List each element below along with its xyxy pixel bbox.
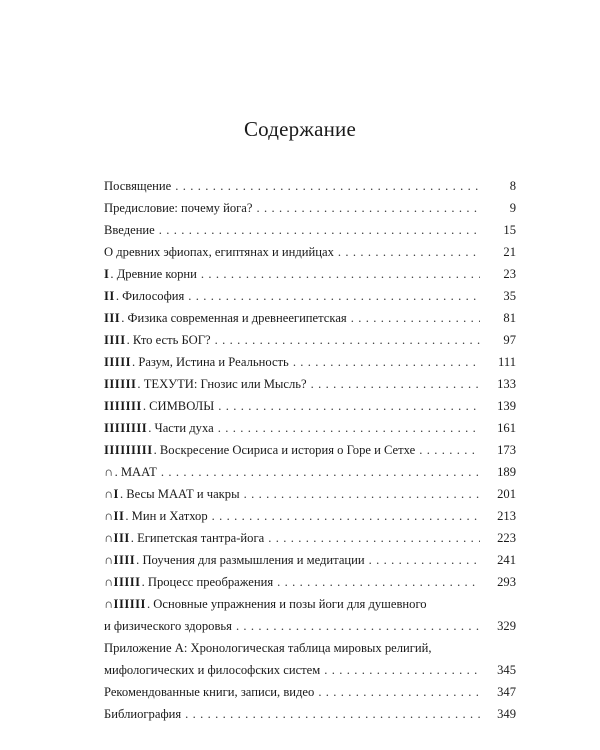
toc-entry[interactable] xyxy=(104,549,516,571)
toc-entry-title: . Основные упражнения и позы йоги для душевного xyxy=(146,597,427,611)
chapter-numeral: IIIIII xyxy=(104,377,137,391)
toc-entry[interactable] xyxy=(104,219,516,241)
toc-page-number: 347 xyxy=(497,685,516,699)
toc-entry-title: О древних эфиопах, египтянах и индийцах xyxy=(104,245,334,259)
chapter-numeral: IIIII xyxy=(104,355,132,369)
chapter-numeral: ∩IIIII xyxy=(104,575,141,589)
chapter-numeral: I xyxy=(104,267,110,281)
chapter-numeral: III xyxy=(104,311,121,325)
toc-entry[interactable] xyxy=(104,461,516,483)
toc-entry-title: . Мин и Хатхор xyxy=(125,509,208,523)
toc-entry-title: . МААТ xyxy=(114,465,157,479)
toc-page-number: 201 xyxy=(497,487,516,501)
dot-leader xyxy=(324,659,480,681)
dot-leader xyxy=(277,571,480,593)
toc-entry[interactable] xyxy=(104,417,516,439)
toc-page-number: 15 xyxy=(503,223,516,237)
toc-entry-title: Введение xyxy=(104,223,155,237)
toc-entry-title: . Весы МААТ и чакры xyxy=(119,487,240,501)
toc-page-number: 35 xyxy=(503,289,516,303)
toc-entry-title: и физического здоровья xyxy=(104,619,232,633)
toc-entry-title: Посвящение xyxy=(104,179,172,193)
toc-entry[interactable] xyxy=(104,175,516,197)
table-of-contents xyxy=(104,175,516,725)
dot-leader xyxy=(338,241,480,263)
toc-page-number: 293 xyxy=(497,575,516,589)
toc-entry-title: . Разум, Истина и Реальность xyxy=(132,355,289,369)
toc-entry[interactable] xyxy=(104,307,516,329)
dot-leader xyxy=(257,197,481,219)
toc-entry-title: . Воскресение Осириса и история о Горе и Сетхе xyxy=(153,443,416,457)
toc-entry-title: Предисловие: почему йога? xyxy=(104,201,253,215)
toc-entry[interactable] xyxy=(104,439,516,461)
toc-entry-title: . Древние корни xyxy=(110,267,197,281)
toc-entry-title: . Египетская тантра-йога xyxy=(130,531,265,545)
dot-leader xyxy=(201,263,480,285)
chapter-numeral: IIIIIII xyxy=(104,399,142,413)
toc-entry-title: Рекомендованные книги, записи, видео xyxy=(104,685,315,699)
toc-page-number: 97 xyxy=(503,333,516,347)
chapter-numeral: ∩I xyxy=(104,487,119,501)
toc-page-number: 189 xyxy=(497,465,516,479)
dot-leader xyxy=(351,307,480,329)
toc-page-number: 21 xyxy=(503,245,516,259)
toc-page-number: 23 xyxy=(503,267,516,281)
toc-page-number: 329 xyxy=(497,619,516,633)
toc-page-number: 345 xyxy=(497,663,516,677)
toc-page-number: 133 xyxy=(497,377,516,391)
toc-entry[interactable] xyxy=(104,483,516,505)
toc-entry[interactable] xyxy=(104,571,516,593)
toc-entry[interactable] xyxy=(104,241,516,263)
toc-entry-title: . Физика современная и древнеегипетская xyxy=(121,311,347,325)
toc-entry-title: . Философия xyxy=(115,289,185,303)
toc-page-number: 223 xyxy=(497,531,516,545)
chapter-numeral: ∩IIII xyxy=(104,553,136,567)
chapter-numeral: IIIIIIII xyxy=(104,421,148,435)
chapter-numeral: IIII xyxy=(104,333,126,347)
chapter-numeral: ∩ xyxy=(104,465,114,479)
chapter-numeral: IIIIIIIII xyxy=(104,443,153,457)
dot-leader xyxy=(188,285,480,307)
toc-page-number: 111 xyxy=(498,355,516,369)
dot-leader xyxy=(218,417,480,439)
toc-entry-title: . Кто есть БОГ? xyxy=(126,333,211,347)
toc-entry[interactable] xyxy=(104,637,516,681)
toc-entry[interactable] xyxy=(104,285,516,307)
toc-entry-title: Библиография xyxy=(104,707,182,721)
dot-leader xyxy=(215,329,480,351)
dot-leader xyxy=(218,395,480,417)
chapter-numeral: ∩IIIIII xyxy=(104,597,146,611)
toc-entry[interactable] xyxy=(104,197,516,219)
toc-entry[interactable] xyxy=(104,681,516,703)
toc-entry[interactable] xyxy=(104,395,516,417)
toc-entry-title: мифологических и философских систем xyxy=(104,663,321,677)
toc-entry[interactable] xyxy=(104,329,516,351)
toc-entry[interactable] xyxy=(104,373,516,395)
dot-leader xyxy=(212,505,480,527)
toc-page-number: 9 xyxy=(509,201,516,215)
dot-leader xyxy=(311,373,480,395)
page-title: Содержание xyxy=(243,117,357,141)
dot-leader xyxy=(161,461,480,483)
toc-entry-title: . ТЕХУТИ: Гнозис или Мысль? xyxy=(137,377,307,391)
chapter-numeral: ∩II xyxy=(104,509,125,523)
dot-leader xyxy=(293,351,480,373)
toc-entry[interactable] xyxy=(104,505,516,527)
dot-leader xyxy=(185,703,480,725)
toc-entry-title: . СИМВОЛЫ xyxy=(142,399,215,413)
toc-entry-title: . Процесс преображения xyxy=(141,575,274,589)
toc-page-number: 81 xyxy=(503,311,516,325)
toc-entry-title: . Части духа xyxy=(148,421,214,435)
toc-entry-title: Приложение А: Хронологическая таблица мировых религий, xyxy=(104,641,432,655)
dot-leader xyxy=(236,615,480,637)
toc-page-number: 139 xyxy=(497,399,516,413)
toc-page-number: 349 xyxy=(497,707,516,721)
toc-page-number: 241 xyxy=(497,553,516,567)
dot-leader xyxy=(159,219,480,241)
dot-leader xyxy=(318,681,480,703)
dot-leader xyxy=(268,527,480,549)
toc-page-number: 8 xyxy=(509,179,516,193)
dot-leader xyxy=(369,549,480,571)
toc-entry[interactable] xyxy=(104,527,516,549)
toc-page-number: 213 xyxy=(497,509,516,523)
toc-entry[interactable] xyxy=(104,703,516,725)
toc-page-number: 161 xyxy=(497,421,516,435)
toc-page-number: 173 xyxy=(497,443,516,457)
dot-leader xyxy=(175,175,480,197)
chapter-numeral: II xyxy=(104,289,115,303)
toc-entry[interactable] xyxy=(104,593,516,637)
toc-entry-title: . Поучения для размышления и медитации xyxy=(136,553,365,567)
toc-entry[interactable] xyxy=(104,263,516,285)
chapter-numeral: ∩III xyxy=(104,531,130,545)
toc-entry[interactable] xyxy=(104,351,516,373)
dot-leader xyxy=(419,439,480,461)
dot-leader xyxy=(244,483,480,505)
